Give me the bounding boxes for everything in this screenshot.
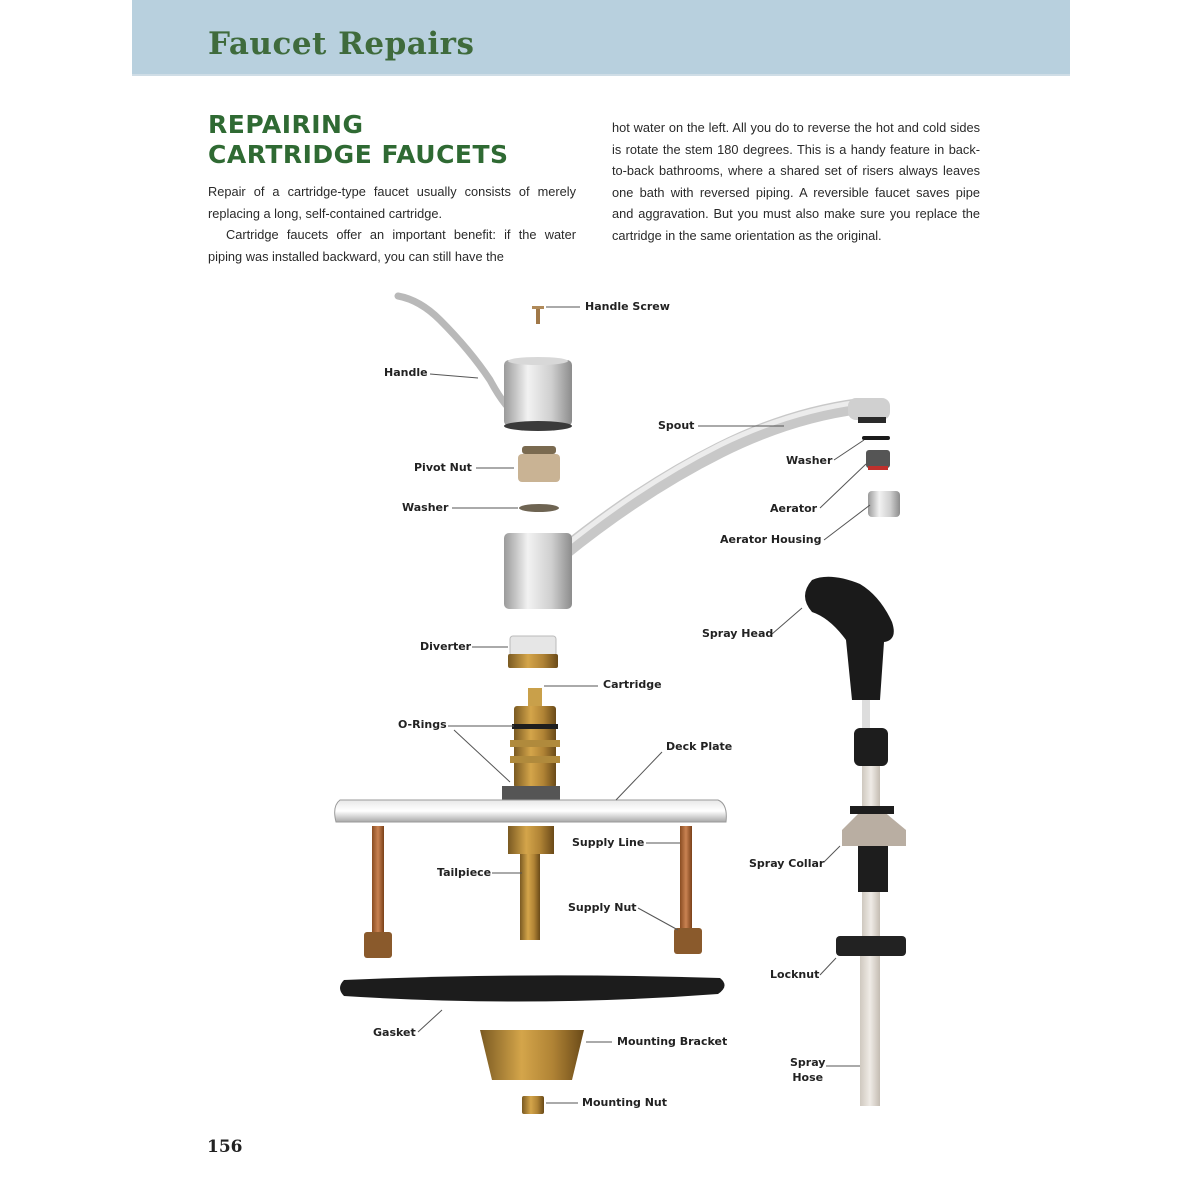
label-spray-hose xyxy=(790,1055,825,1085)
handle-screw-part xyxy=(532,306,544,324)
spout-washer-part xyxy=(862,436,890,440)
diverter-part xyxy=(508,636,558,668)
aerator-part xyxy=(866,450,890,470)
label-diverter: Diverter xyxy=(420,640,472,653)
label-deck-plate: Deck Plate xyxy=(666,740,733,753)
spray-hose-part xyxy=(836,700,906,1106)
label-aerator-housing: Aerator Housing xyxy=(720,533,822,546)
section-heading-line2: CARTRIDGE FAUCETS xyxy=(208,140,509,169)
mounting-nut-part xyxy=(522,1096,544,1114)
aerator-housing-part xyxy=(868,491,900,517)
gasket-part xyxy=(340,975,725,1001)
label-washer: Washer xyxy=(402,501,449,514)
section-heading-line1: REPAIRING xyxy=(208,110,364,139)
label-handle: Handle xyxy=(384,366,428,379)
label-spout: Spout xyxy=(658,419,695,432)
label-supply-line: Supply Line xyxy=(572,836,645,849)
label-tailpiece: Tailpiece xyxy=(437,866,492,879)
cartridge-part xyxy=(502,688,560,800)
label-spray-head: Spray Head xyxy=(702,627,774,640)
label-handle-screw: Handle Screw xyxy=(585,300,670,313)
label-mounting-bracket: Mounting Bracket xyxy=(617,1035,728,1048)
label-spray-hose-line2: Hose xyxy=(792,1071,824,1084)
label-spout-washer: Washer xyxy=(786,454,833,467)
label-locknut: Locknut xyxy=(770,968,820,981)
label-spray-collar: Spray Collar xyxy=(749,857,825,870)
page-number: 156 xyxy=(207,1137,243,1157)
label-spray-hose-line1: Spray xyxy=(790,1056,826,1069)
label-o-rings: O-Rings xyxy=(398,718,447,731)
label-supply-nut: Supply Nut xyxy=(568,901,637,914)
body-paragraph-1: Repair of a cartridge-type faucet usually consists of merely replacing a long, self-contained cartridge. xyxy=(208,184,576,221)
body-paragraph-2-continued: hot water on the left. All you do to reverse the hot and cold sides is rotate the stem 180 degrees. This is a handy feature in back-to-back bathrooms, where a shared set of risers always leaves one bath with reversed piping. A reversible faucet saves pipe and aggravation. But you must also make sure you replace the cartridge in the same orientation as the original. xyxy=(612,120,980,243)
deck-plate-part xyxy=(335,800,727,822)
handle-cap-part xyxy=(504,357,572,431)
label-cartridge: Cartridge xyxy=(603,678,662,691)
pivot-nut-part xyxy=(518,446,560,482)
washer-part xyxy=(519,504,559,512)
label-mounting-nut: Mounting Nut xyxy=(582,1096,668,1109)
spray-head-part xyxy=(805,577,894,700)
chapter-title: Faucet Repairs xyxy=(208,26,475,62)
mounting-bracket-part xyxy=(480,1030,584,1080)
body-paragraph-2-start: Cartridge faucets offer an important benefit: if the water piping was installed backward, you can still have the xyxy=(208,227,576,264)
label-aerator: Aerator xyxy=(770,502,818,515)
label-gasket: Gasket xyxy=(373,1026,416,1039)
handle-lever-part xyxy=(398,296,506,405)
tailpiece-part xyxy=(508,826,554,940)
label-pivot-nut: Pivot Nut xyxy=(414,461,472,474)
